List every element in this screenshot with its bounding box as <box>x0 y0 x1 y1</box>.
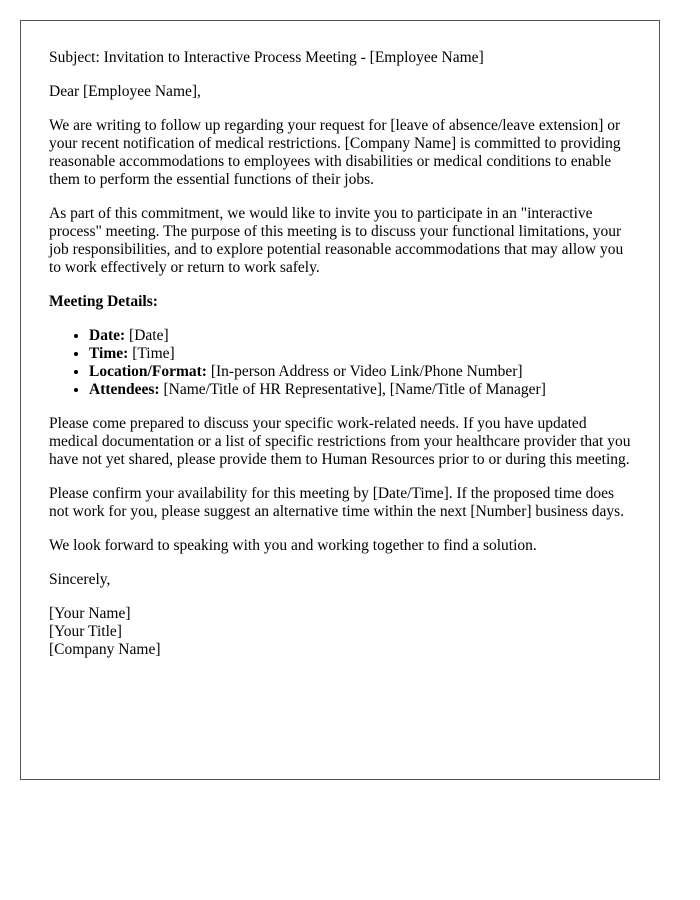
closing-paragraph: We look forward to speaking with you and working together to find a solution. <box>49 537 537 554</box>
salutation: Dear [Employee Name], <box>49 83 201 100</box>
detail-label: Attendees: <box>89 381 160 398</box>
detail-date <box>89 327 637 345</box>
closing-word: Sincerely, <box>49 571 111 588</box>
signature-company: [Company Name] <box>49 641 161 658</box>
detail-label: Date: <box>89 327 126 344</box>
detail-attendees <box>89 381 637 399</box>
detail-value: [Date] <box>125 327 169 344</box>
letter-body <box>49 49 637 659</box>
detail-value: [In-person Address or Video Link/Phone Number] <box>206 363 523 380</box>
subject-line: Subject: Invitation to Interactive Process Meeting - [Employee Name] <box>49 49 484 66</box>
detail-location <box>89 363 637 381</box>
meeting-details-list <box>49 327 637 399</box>
detail-label: Time: <box>89 345 129 362</box>
detail-value: [Time] <box>128 345 175 362</box>
letter-page <box>20 20 660 780</box>
confirmation-paragraph: Please confirm your availability for this meeting by [Date/Time]. If the proposed time does not work for you, please suggest an alternative time within the next [Number] business days. <box>49 485 625 520</box>
detail-value: [Name/Title of HR Representative], [Name/Title of Manager] <box>159 381 546 398</box>
detail-label: Location/Format: <box>89 363 207 380</box>
preparation-paragraph: Please come prepared to discuss your specific work-related needs. If you have updated medical documentation or a list of specific restrictions from your healthcare provider that you have not yet shared, please provide them to Human Resources prior to or during this meeting. <box>49 415 631 468</box>
intro-paragraph: We are writing to follow up regarding your request for [leave of absence/leave extension] or your recent notification of medical restrictions. [Company Name] is committed to providing reasonable accommodations to employees with disabilities or medical conditions to enable them to perform the essential functions of their jobs. <box>49 117 621 188</box>
purpose-paragraph: As part of this commitment, we would like to invite you to participate in an "interactive process" meeting. The purpose of this meeting is to discuss your functional limitations, your job responsibilities, and to explore potential reasonable accommodations that may allow you to work effectively or return to work safely. <box>49 205 624 276</box>
signature-title: [Your Title] <box>49 623 122 640</box>
signature-block <box>49 605 637 659</box>
signature-name: [Your Name] <box>49 605 131 622</box>
detail-time <box>89 345 637 363</box>
meeting-details-heading: Meeting Details: <box>49 293 158 310</box>
